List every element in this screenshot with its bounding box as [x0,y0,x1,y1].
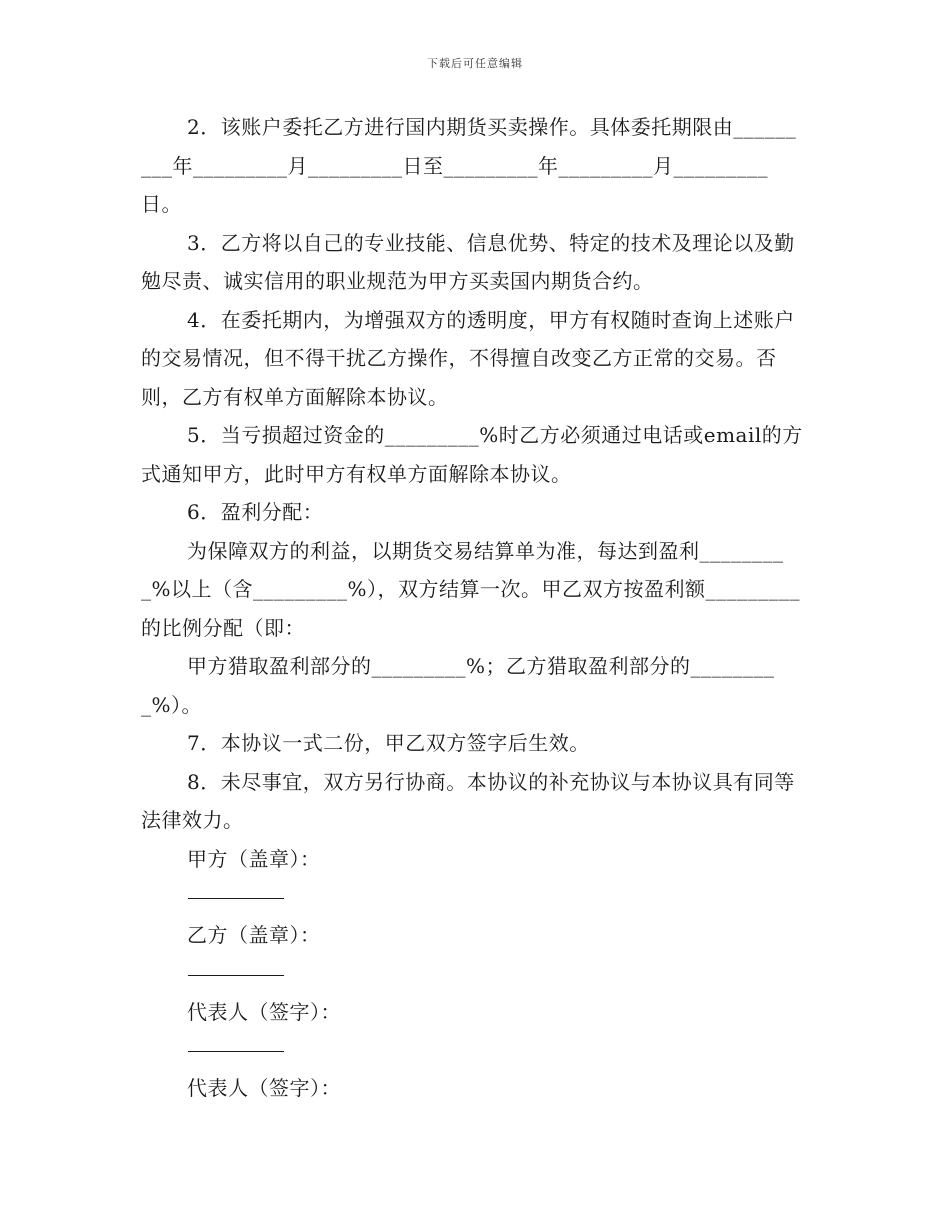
party-a-signature-line [188,898,284,899]
clause-8-other-matters: 8．未尽事宜，双方另行协商。本协议的补充协议与本协议具有同等法律效力。 [141,769,795,832]
clause-7-copies: 7．本协议一式二份，甲乙双方签字后生效。 [187,731,590,755]
representative-b-label: 代表人（签字）： [187,1076,341,1100]
clause-2-entrustment-period: 2．该账户委托乙方进行国内期货买卖操作。具体委托期限由_________年_________月_________日至_________年_________月_________日。 [141,115,797,216]
clause-3-professional-duty: 3．乙方将以自己的专业技能、信息优势、特定的技术及理论以及勤勉尽责、诚实信用的职业规范为甲方买卖国内期货合约。 [141,230,795,293]
party-a-seal-label: 甲方（盖章）： [187,846,321,871]
representative-a-signature-line [188,1051,284,1052]
representative-a-label: 代表人（签字）： [187,999,341,1024]
clause-5-loss-notice: 5．当亏损超过资金的_________%时乙方必须通过电话或email的方式通知甲方，此时甲方有权单方面解除本协议。 [141,423,803,486]
clause-6-profit-distribution-title: 6．盈利分配： [187,500,324,524]
clause-6-settlement-rule: 为保障双方的利益，以期货交易结算单为准，每达到盈利_________%以上（含_________%），双方结算一次。甲乙双方按盈利额_________的比例分配（即： [141,538,801,640]
clause-4-transparency: 4．在委托期内，为增强双方的透明度，甲方有权随时查询上述账户的交易情况，但不得干扰乙方操作，不得擅自改变乙方正常的交易。否则，乙方有权单方面解除本协议。 [141,307,795,409]
agreement-body [141,108,805,1108]
party-b-seal-label: 乙方（盖章）： [187,923,321,947]
party-b-signature-line [188,975,284,976]
clause-6-profit-shares: 甲方猎取盈利部分的_________%；乙方猎取盈利部分的_________%）。 [141,654,775,717]
page-header: 下载后可任意编辑 [427,57,523,70]
